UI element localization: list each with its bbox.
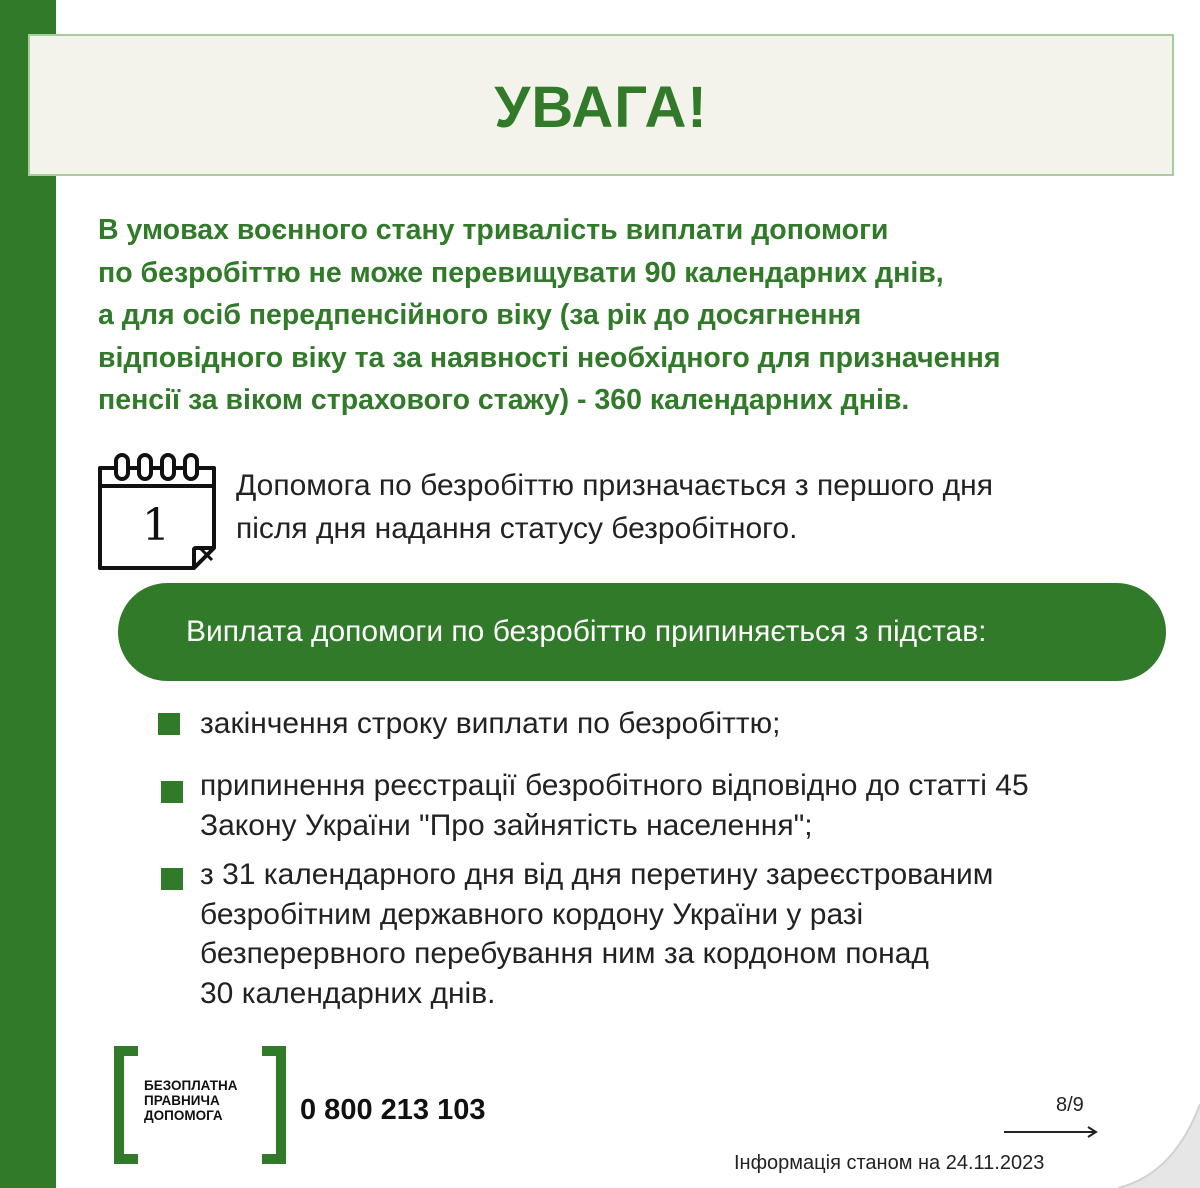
start-line: Допомога по безробіттю призначається з першого дня (236, 469, 993, 502)
termination-heading: Виплата допомоги по безробіттю припиняється з підстав: (186, 615, 987, 648)
benefit-start-text (236, 464, 1176, 550)
start-line: після дня надання статусу безробітного. (236, 512, 798, 545)
logo-right-bracket (262, 1046, 286, 1164)
calendar-icon (96, 452, 220, 572)
arrow-right-icon[interactable] (1002, 1124, 1100, 1140)
reason-line: 30 календарних днів. (200, 976, 496, 1010)
legal-aid-logo (114, 1046, 286, 1164)
intro-paragraph (98, 209, 1178, 422)
intro-line: по безробіттю не може перевищувати 90 календарних днів, (98, 256, 944, 289)
bullet-square-icon (161, 781, 183, 803)
intro-line: пенсії за віком страхового стажу) - 360 календарних днів. (98, 384, 910, 416)
list-item (200, 855, 1180, 1013)
termination-heading-banner (118, 583, 1166, 681)
hotline-phone: 0 800 213 103 (300, 1094, 486, 1126)
logo-left-bracket (114, 1046, 138, 1164)
header-banner (28, 34, 1174, 176)
list-item (200, 704, 1180, 744)
info-date: Інформація станом на 24.11.2023 (734, 1152, 1045, 1174)
page-title: УВАГА! (494, 74, 708, 140)
page-curl-icon (1104, 1104, 1200, 1188)
page-number: 8/9 (1056, 1094, 1084, 1116)
reason-line: безробітним державного кордону України у разі (200, 897, 864, 931)
calendar-number: 1 (142, 500, 170, 551)
intro-line: а для осіб передпенсійного віку (за рік до досягнення (98, 299, 862, 331)
list-item (200, 766, 1180, 845)
intro-line: відповідного віку та за наявності необхідного для призначення (98, 341, 1001, 374)
side-accent-bar (0, 0, 56, 1188)
logo-line: ДОПОМОГА (144, 1108, 223, 1123)
bullet-square-icon (158, 713, 180, 735)
logo-line: ПРАВНИЧА (144, 1093, 220, 1108)
reason-line: Закону України "Про зайнятість населення"; (200, 808, 813, 842)
reason-line: закінчення строку виплати по безробіттю; (200, 707, 781, 740)
intro-line: В умовах воєнного стану тривалість виплати допомоги (98, 214, 889, 246)
logo-text (144, 1078, 264, 1123)
logo-line: БЕЗОПЛАТНА (144, 1078, 238, 1093)
reason-line: з 31 календарного дня від дня перетину зареєстрованим (200, 858, 994, 891)
reason-line: припинення реєстрації безробітного відповідно до статті 45 (200, 769, 1029, 802)
reason-line: безперервного перебування ним за кордоном понад (200, 937, 929, 970)
bullet-square-icon (161, 868, 183, 890)
